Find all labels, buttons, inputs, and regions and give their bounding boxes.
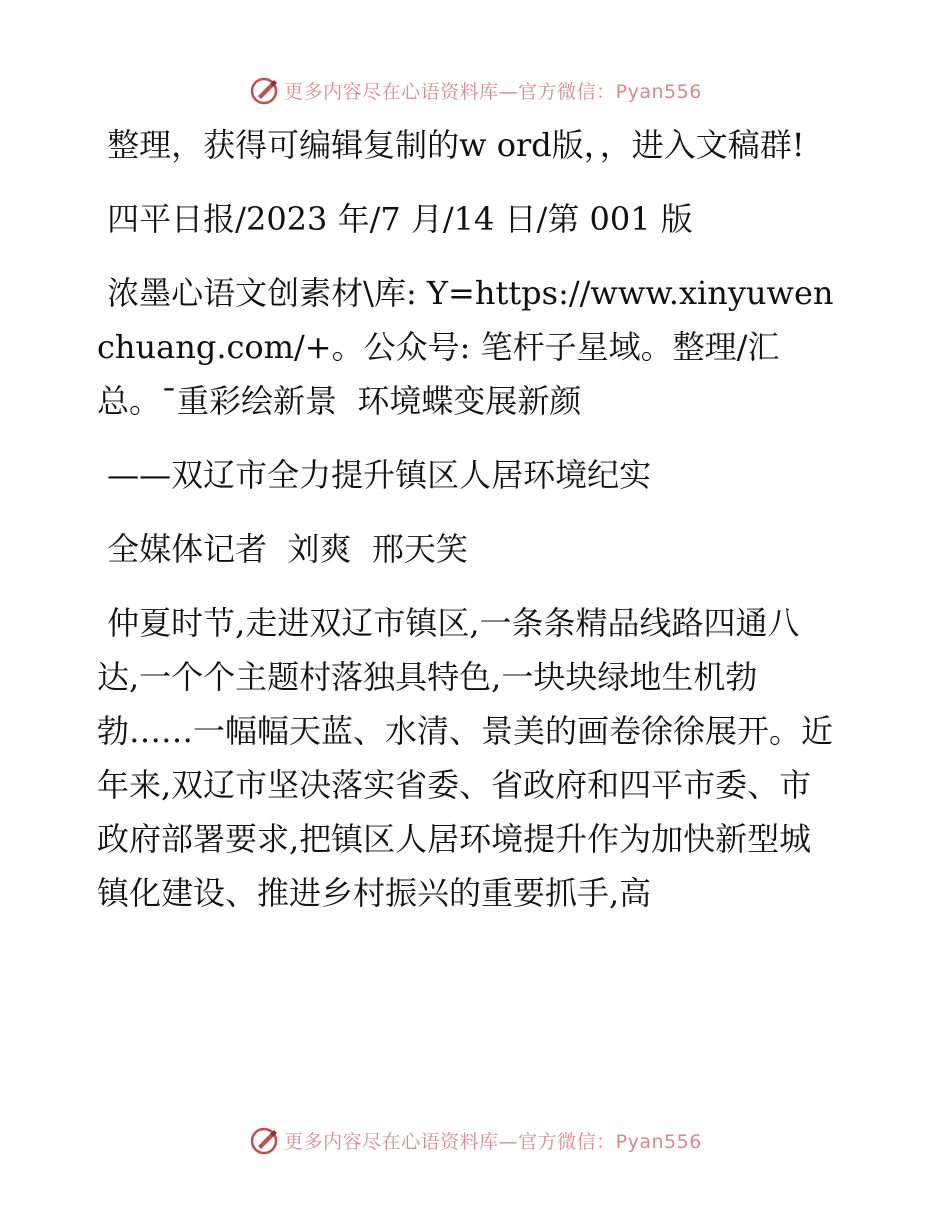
header-watermark-banner xyxy=(0,70,950,110)
pen-logo-icon xyxy=(248,74,280,106)
subtitle: ——双辽市全力提升镇区人居环境纪实 xyxy=(97,456,652,494)
source-line: 四平日报/2023 年/7 月/14 日/第 001 版 xyxy=(97,200,693,238)
intro-paragraph: 整理，获得可编辑复制的w ord版，，进入文稿群! xyxy=(97,126,805,164)
header-banner-text: 更多内容尽在心语资料库—官方微信：Pyan556 xyxy=(284,80,702,103)
source-note-and-title: 浓墨心语文创素材\库: Y=https://www.xinyuwenchuang.com/+。公众号: 笔杆子星域。整理/汇总。¯重彩绘新景 环境蝶变展新颜 xyxy=(97,274,834,420)
footer-banner-text: 更多内容尽在心语资料库—官方微信：Pyan556 xyxy=(284,1130,702,1153)
document-body xyxy=(97,118,837,940)
body-paragraph: 仲夏时节,走进双辽市镇区,一条条精品线路四通八达,一个个主题村落独具特色,一块块绿地生机勃勃……一幅幅天蓝、水清、景美的画卷徐徐展开。近年来,双辽市坚决落实省委、省政府和四平市委、市政府部署要求,把镇区人居环境提升作为加快新型城镇化建设、推进乡村振兴的重要抓手,高 xyxy=(97,604,834,912)
pen-logo-icon xyxy=(248,1124,280,1156)
footer-watermark-banner xyxy=(0,1120,950,1160)
byline: 全媒体记者 刘爽 邢天笑 xyxy=(97,530,468,568)
